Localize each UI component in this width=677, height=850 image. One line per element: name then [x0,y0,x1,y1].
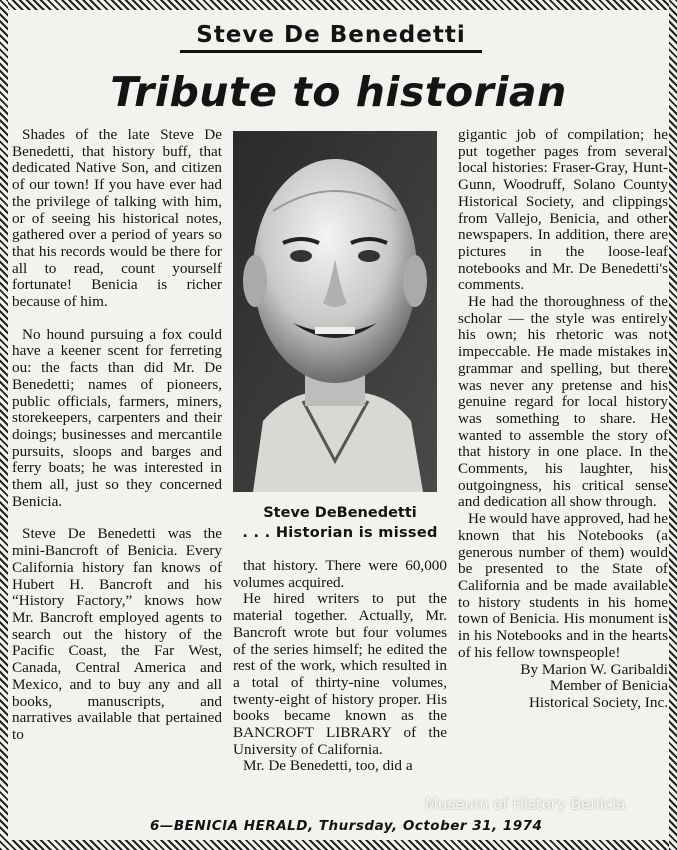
caption-subtitle: . . . Historian is missed [242,525,438,541]
column-2 [233,558,447,775]
caption-name: Steve DeBenedetti [263,505,417,521]
paragraph: Mr. De Benedetti, too, did a [243,757,413,775]
paragraph: No hound pursuing a fox could have a keener scent for ferreting ou: the facts than did Mr. De Benedetti; names of pioneers, public officials, farmers, miners, storekeepers, carpenters and their doings; businesses and mercantile pursuits, sloops and barges and ferry boats; he was interested in them all, just so they concerned Benicia. [12,325,222,510]
photo-caption [233,505,447,541]
headline: Tribute to historian [110,68,567,116]
paragraph: gigantic job of compilation; he put together pages from several local histories: Fraser-Gray, Hunt-Gunn, Woodruff, Solano County Historical Society, and clippings from Vallejo, Benicia, and other newspapers. In addition, there are pictures in the loose-leaf notebooks and Mr. De Benedetti's comments. [458,126,668,294]
page-footer: 6—BENICIA HERALD, Thursday, October 31, 1974 [150,818,543,834]
top-border [0,0,677,10]
portrait-photo-image [233,131,437,492]
byline-affiliation: Member of Benicia [549,677,668,695]
bottom-border [0,840,677,850]
portrait-photo [233,131,437,492]
byline-author: By Marion W. Garibaldi [520,660,668,678]
column-1 [12,127,222,744]
kicker-title: Steve De Benedetti [180,22,482,53]
paragraph: Steve De Benedetti was the mini-Bancroft of Benicia. Every California history fan knows of Hubert H. Bancroft and his “History Factory,” knows how Mr. Bancroft employed agents to search out the history of the Pacific Coast, the Far West, Canada, Central America and Mexico, and to buy any and all books, manuscripts, and narratives available that pertained to [12,525,222,743]
paragraph: He hired writers to put the material together. Actually, Mr. Bancroft wrote but four volumes of the series himself; he edited the rest of the work, which resulted in a total of thirty-nine volumes, twenty-eight of history proper. His books became known as the BANCROFT LIBRARY of the University of California. [233,590,447,758]
paragraph: He had the thoroughness of the scholar — the style was entirely his own; his rhetoric was not impeccable. He made mistakes in grammar and spelling, but there was never any pretense and his genuine regard for local history was something to share. He wanted to assemble the story of that history in one place. In the Comments, his laughter, his outgoingness, his critical sense and dedication all show through. [458,293,668,511]
watermark: Museum of History Benicia [425,795,626,813]
paragraph: Shades of the late Steve De Benedetti, that history buff, that dedicated Native Son, and citizen of our town! If you have ever had the privilege of talking with him, or of seeing his historical notes, gathered over a period of years so that his records would be there for all to read, count yourself fortunate! Benicia is richer because of him. [12,126,222,311]
paragraph: that history. There were 60,000 volumes acquired. [233,557,447,591]
right-border [669,0,677,850]
paragraph: He would have approved, had he known that his Notebooks (a generous number of them) would be presented to the State of California and be made available to history students in his home town of Benicia. His monument is in his Notebooks and in the hearts of his fellow townspeople! [458,510,668,661]
column-3 [458,127,668,712]
left-border [0,0,8,850]
byline [458,662,668,712]
byline-organization: Historical Society, Inc. [528,693,668,711]
